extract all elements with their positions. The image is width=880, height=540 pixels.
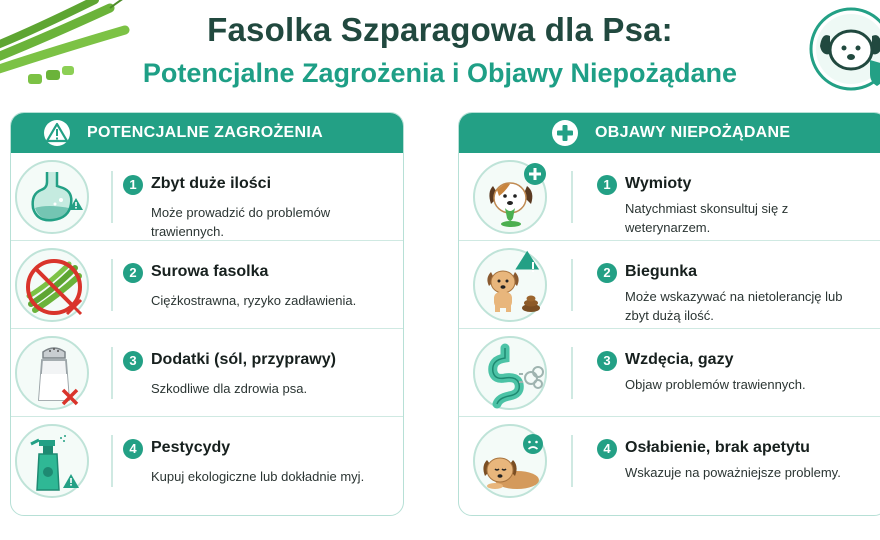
step-number: 2: [597, 263, 617, 283]
symptom-row: [459, 417, 880, 505]
step-number: 4: [597, 439, 617, 459]
hazard-title: Dodatki (sól, przyprawy): [151, 351, 336, 368]
symptom-description: Wskazuje na poważniejsze problemy.: [625, 465, 841, 480]
intestine-gas-icon: [475, 338, 549, 412]
step-number: 3: [123, 351, 143, 371]
salt-shaker-icon: [17, 338, 91, 412]
circle-icon-frame: [473, 160, 547, 234]
spray-bottle-icon: [17, 426, 91, 500]
dog-shield-icon: [808, 6, 880, 92]
hazard-title: Zbyt duże ilości: [151, 175, 272, 192]
vomiting-dog-icon: [475, 162, 549, 236]
circle-icon-frame: [473, 424, 547, 498]
symptom-description: Natychmiast skonsultuj się z weterynarzem.: [625, 201, 789, 235]
dog-poop-icon: [475, 250, 549, 324]
symptom-description: Może wskazywać na nietolerancję lub zbyt dużą ilość.: [625, 289, 843, 323]
page-title: Fasolka Szparagowa dla Psa:: [207, 11, 673, 48]
hazard-description: Może prowadzić do problemów trawiennych.: [151, 205, 331, 239]
step-number: 2: [123, 263, 143, 283]
symptom-row: [459, 153, 880, 241]
step-number: 4: [123, 439, 143, 459]
step-number: 1: [123, 175, 143, 195]
symptom-title: Osłabienie, brak apetytu: [625, 439, 810, 456]
hazard-title: Pestycydy: [151, 439, 231, 456]
symptom-title: Biegunka: [625, 263, 698, 280]
warning-icon: [43, 119, 71, 147]
hazard-row: [11, 153, 403, 241]
symptoms-panel-title: OBJAWY NIEPOŻĄDANE: [595, 124, 791, 141]
tired-dog-icon: [475, 426, 549, 500]
circle-icon-frame: [15, 160, 89, 234]
circle-icon-frame: [473, 336, 547, 410]
symptom-title: Wzdęcia, gazy: [625, 351, 734, 368]
hazard-description: Szkodliwe dla zdrowia psa.: [151, 381, 308, 396]
step-number: 1: [597, 175, 617, 195]
plus-icon: [551, 119, 579, 147]
circle-icon-frame: [15, 248, 89, 322]
hazards-panel-header: [11, 113, 403, 153]
hazard-row: [11, 329, 403, 417]
hazard-description: Ciężkostrawna, ryzyko zadławienia.: [151, 293, 357, 308]
hazard-row: [11, 241, 403, 329]
symptom-row: [459, 329, 880, 417]
hazards-panel: [10, 112, 404, 516]
symptoms-panel-header: [459, 113, 880, 153]
step-number: 3: [597, 351, 617, 371]
page-subtitle: Potencjalne Zagrożenia i Objawy Niepożądane: [142, 58, 738, 88]
symptom-description: Objaw problemów trawiennych.: [625, 377, 806, 392]
symptoms-panel: [458, 112, 880, 516]
hazard-description: Kupuj ekologiczne lub dokładnie myj.: [151, 469, 365, 484]
stomach-icon: [17, 162, 91, 236]
crossed-beans-icon: [17, 250, 91, 324]
circle-icon-frame: [15, 424, 89, 498]
hazard-row: [11, 417, 403, 505]
symptom-row: [459, 241, 880, 329]
hazards-panel-title: POTENCJALNE ZAGROŻENIA: [87, 124, 323, 141]
hazard-title: Surowa fasolka: [151, 263, 269, 280]
symptom-title: Wymioty: [625, 175, 692, 192]
circle-icon-frame: [15, 336, 89, 410]
circle-icon-frame: [473, 248, 547, 322]
